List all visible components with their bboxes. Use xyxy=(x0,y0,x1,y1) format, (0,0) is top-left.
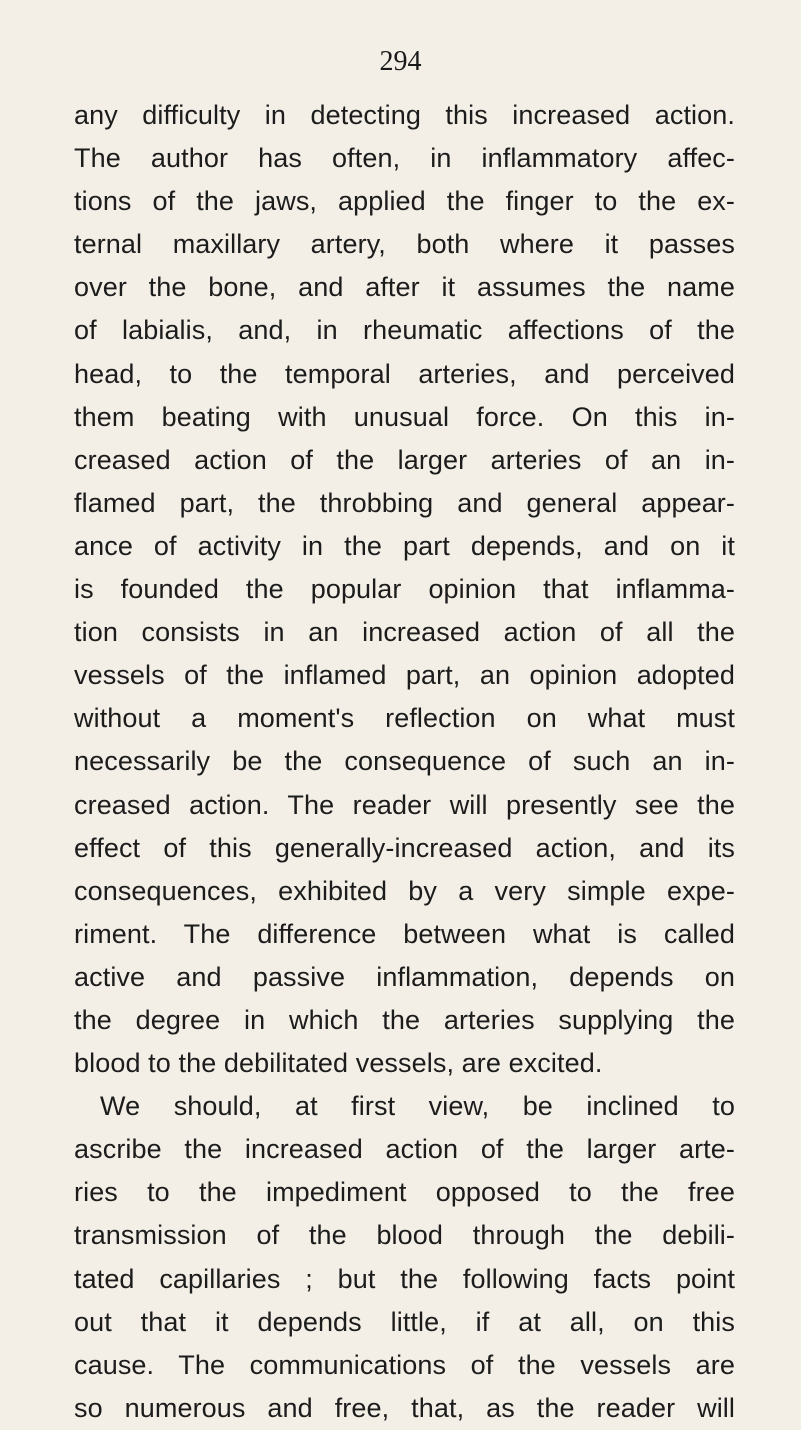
text-line: creased action of the larger arteries of an in- xyxy=(74,444,735,475)
text-line: vessels of the inflamed part, an opinion adopted xyxy=(74,660,735,691)
text-line: head, to the temporal arteries, and perceived xyxy=(74,358,735,389)
text-line: them beating with unusual force. On this in- xyxy=(74,401,735,432)
text-line: flamed part, the throbbing and general appear- xyxy=(74,487,735,518)
page-number: 294 xyxy=(379,46,422,77)
text-line: any difficulty in detecting this increased action. xyxy=(74,100,735,130)
text-line: tions of the jaws, applied the finger to the ex- xyxy=(74,186,735,217)
text-line: creased action. The reader will presently see the xyxy=(74,789,735,820)
text-line: necessarily be the consequence of such an in- xyxy=(74,746,735,777)
text-line: so numerous and free, that, as the reader will xyxy=(74,1392,735,1423)
text-line: riment. The difference between what is called xyxy=(74,918,735,949)
text-line: The author has often, in inflammatory affec- xyxy=(74,143,735,174)
text-line: over the bone, and after it assumes the name xyxy=(74,272,735,303)
text-line: cause. The communications of the vessels are xyxy=(74,1349,735,1380)
text-line: transmission of the blood through the debili- xyxy=(74,1220,735,1251)
text-line: ascribe the increased action of the larger arte- xyxy=(74,1134,735,1165)
text-line: effect of this generally-increased action, and its xyxy=(74,832,735,863)
text-line: the degree in which the arteries supplying the xyxy=(74,1004,735,1035)
text-line: tion consists in an increased action of all the xyxy=(74,617,735,648)
text-line: out that it depends little, if at all, on this xyxy=(74,1306,735,1337)
body-text xyxy=(74,94,735,1430)
text-line: active and passive inflammation, depends on xyxy=(74,961,735,992)
text-line: ance of activity in the part depends, and on it xyxy=(74,530,735,561)
text-line: tated capillaries ; but the following facts point xyxy=(74,1263,735,1294)
text-line: ternal maxillary artery, both where it passes xyxy=(74,229,735,260)
text-line: without a moment's reflection on what must xyxy=(74,703,735,734)
text-line: ries to the impediment opposed to the free xyxy=(74,1177,735,1208)
text-line: consequences, exhibited by a very simple expe- xyxy=(74,875,735,906)
text-line: blood to the debilitated vessels, are excited. xyxy=(74,1048,603,1079)
text-line: of labialis, and, in rheumatic affections of the xyxy=(74,315,735,346)
text-line: is founded the popular opinion that inflamma- xyxy=(74,574,735,605)
paragraph-start-line: We should, at first view, be inclined to xyxy=(100,1091,735,1122)
